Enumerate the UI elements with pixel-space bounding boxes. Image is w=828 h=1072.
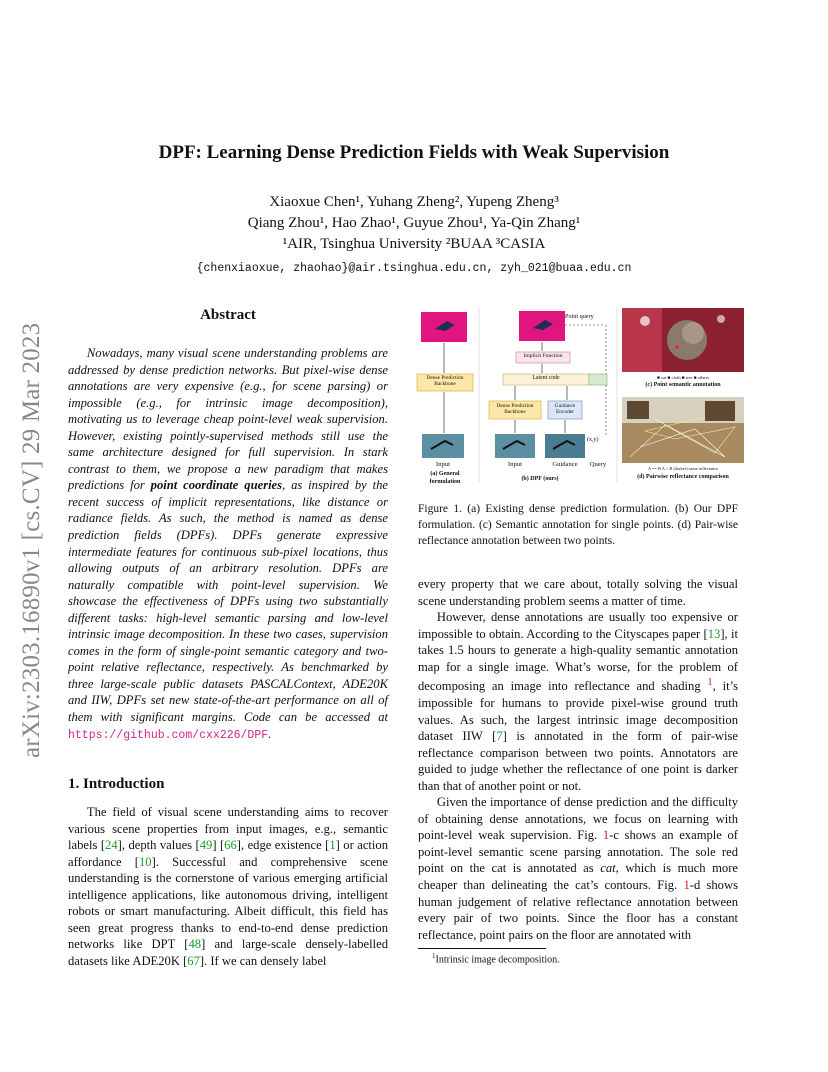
citation-link[interactable]: 49 xyxy=(199,838,213,853)
input-image-b xyxy=(495,434,535,458)
footnote-rule xyxy=(418,948,546,949)
intro-body: The field of visual scene understanding aims to recover various scene properties from input images, e.g., semantic labels [24], depth values [49] [66], edge existence [1] or action affordance [10]. Successful and comprehensive scene understanding is the cornerstone of various emerging artificial intelligence applications, like autonomous driving, intelligent robots or smart manufacturing. Albeit difficult, this field has seen great progress thanks to end-to-end dense prediction networks like DPT [48] and large-scale densely-labelled datasets like ADE20K [67]. If we can densely label xyxy=(68,805,389,968)
citation-link[interactable]: 13 xyxy=(707,626,721,641)
figure-1 xyxy=(415,307,745,492)
latent-code-label: Latent code xyxy=(532,375,560,381)
code-link[interactable]: https://github.com/cxx226/DPF xyxy=(68,728,269,742)
caption-label-c: (c) Point semantic annotation xyxy=(645,382,721,388)
affiliation-line: ¹AIR, Tsinghua University ²BUAA ³CASIA xyxy=(282,236,546,252)
author-emails: {chenxiaoxue, zhaohao}@air.tsinghua.edu.cn, zyh_021@buaa.edu.cn xyxy=(196,262,632,275)
footnote: $^1$Intrinsic image decomposition. xyxy=(432,952,560,966)
citation-link[interactable]: 10 xyxy=(139,854,152,869)
paper-title: DPF: Learning Dense Prediction Fields with Weak Supervision xyxy=(158,142,670,163)
legend-d: A == B A < B (darker) same reflectance xyxy=(647,466,719,471)
right-column-body: every property that we care about, totally solving the visual scene understanding problem seems a matter of time. However, dense annotations are usually too expensive or impossible to obtain. According to the Cityscapes paper [13], it takes 1.5 hours to generate a high-quality semantic annotation map for a single image. What’s worse, for the problem of decomposing an image into reflectance and shading $^1$, it’s impossible for humans to provide pixel-wise ground truth values. As such, the largest intrinsic image decomposition dataset IIW [7] is annotated in the form of pair-wise reflectance comparison between two points. Annotators are guided to judge whether the reflectance of one point is darker than that of another point or not. Given the importance of dense prediction and the difficulty of obtaining dense annotations, we focus on learning with point-level weak supervision. Fig. 1-c shows an example of point-level semantic scene parsing annotation. The sole red point on the cat is annotated as cat, which is much more cheaper than delineating the cat’s contours. Fig. 1-d shows human judgement of relative reflectance annotation between every pair of two points. Since the floor has a constant reflectance, point pairs on the floor are annotated with xyxy=(418,577,738,942)
implicit-function-label: Implicit Function xyxy=(523,353,563,359)
input-image-a xyxy=(422,434,464,458)
query-label: Query xyxy=(589,461,607,468)
guidance-encoder-label: Guidance Encoder xyxy=(554,403,576,416)
abstract-heading: Abstract xyxy=(200,307,256,323)
citation-link[interactable]: 1 xyxy=(329,838,336,853)
backbone-label-a: Dense Prediction Backbone xyxy=(426,375,464,388)
caption-label-b: (b) DPF (ours) xyxy=(521,476,559,482)
footnote-marker[interactable]: 1 xyxy=(707,677,713,689)
figure-reference-link[interactable]: 1 xyxy=(602,828,610,843)
author-line-1: Xiaoxue Chen¹, Yuhang Zheng², Yupeng Zheng³ xyxy=(269,194,559,210)
citation-link[interactable]: 66 xyxy=(224,838,237,853)
input-label-b: Input xyxy=(508,461,522,468)
backbone-label-b: Dense Prediction Backbone xyxy=(496,403,534,416)
citation-link[interactable]: 24 xyxy=(105,838,118,853)
input-label-a: Input xyxy=(436,461,450,468)
caption-label-a: (a) General formulation xyxy=(429,471,461,485)
caption-label-d: (d) Pairwise reflectance comparison xyxy=(637,474,729,480)
guidance-label: Guidance xyxy=(552,461,578,468)
author-line-2: Qiang Zhou¹, Hao Zhao¹, Guyue Zhou¹, Ya-Qin Zhang¹ xyxy=(247,215,581,231)
citation-link[interactable]: 7 xyxy=(496,729,503,744)
arxiv-sidebar-id: arXiv:2303.16890v1 [cs.CV] 29 Mar 2023 xyxy=(18,322,45,758)
figure-1-caption: Figure 1. (a) Existing dense prediction formulation. (b) Our DPF formulation. (c) Semantic annotation for single points. (d) Pair-wise reflectance annotation between two points. xyxy=(418,503,738,547)
guidance-image xyxy=(545,434,585,458)
figure-reference-link[interactable]: 1 xyxy=(683,878,690,893)
xy-label: (x,y) xyxy=(587,437,599,443)
legend-c: ■ cat ■ cloth ■ tree ■ others xyxy=(657,375,709,380)
section-heading-introduction: 1. Introduction xyxy=(68,776,165,792)
citation-link[interactable]: 48 xyxy=(188,937,202,952)
point-query-label: Point query xyxy=(565,313,594,320)
author-block xyxy=(0,192,828,279)
citation-link[interactable]: 67 xyxy=(187,953,200,968)
abstract-body: Nowadays, many visual scene understanding problems are addressed by dense prediction networks. But pixel-wise dense annotations are very expensive (e.g., for scene parsing) or impossible (e.g., for intrinsic image decomposition), motivating us to leverage cheap point-level weak supervision. However, existing pointly-supervised methods still use the same architecture designed for full supervision. In stark contrast to them, we propose a new paradigm that makes predictions for point coordinate queries, as inspired by the recent success of implicit representations, like distance or radiance fields. As such, the method is named as dense prediction fields (DPFs). DPFs generate expressive intermediate features for continuous sub-pixel locations, thus allowing outputs of an arbitrary resolution. DPFs are naturally compatible with point-level supervision. We showcase the effectiveness of DPFs using two substantially different tasks: high-level semantic parsing and low-level intrinsic image decomposition. In these two cases, supervision comes in the form of single-point semantic category and two-point relative reflectance, respectively. As benchmarked by three large-scale public datasets PASCALContext, ADE20K and IIW, DPFs set new state-of-the-art performance on all of them with significant margins. Code can be accessed at https://github.com/cxx226/DPF. xyxy=(68,346,388,742)
abstract-bold-phrase: point coordinate queries xyxy=(150,478,283,493)
